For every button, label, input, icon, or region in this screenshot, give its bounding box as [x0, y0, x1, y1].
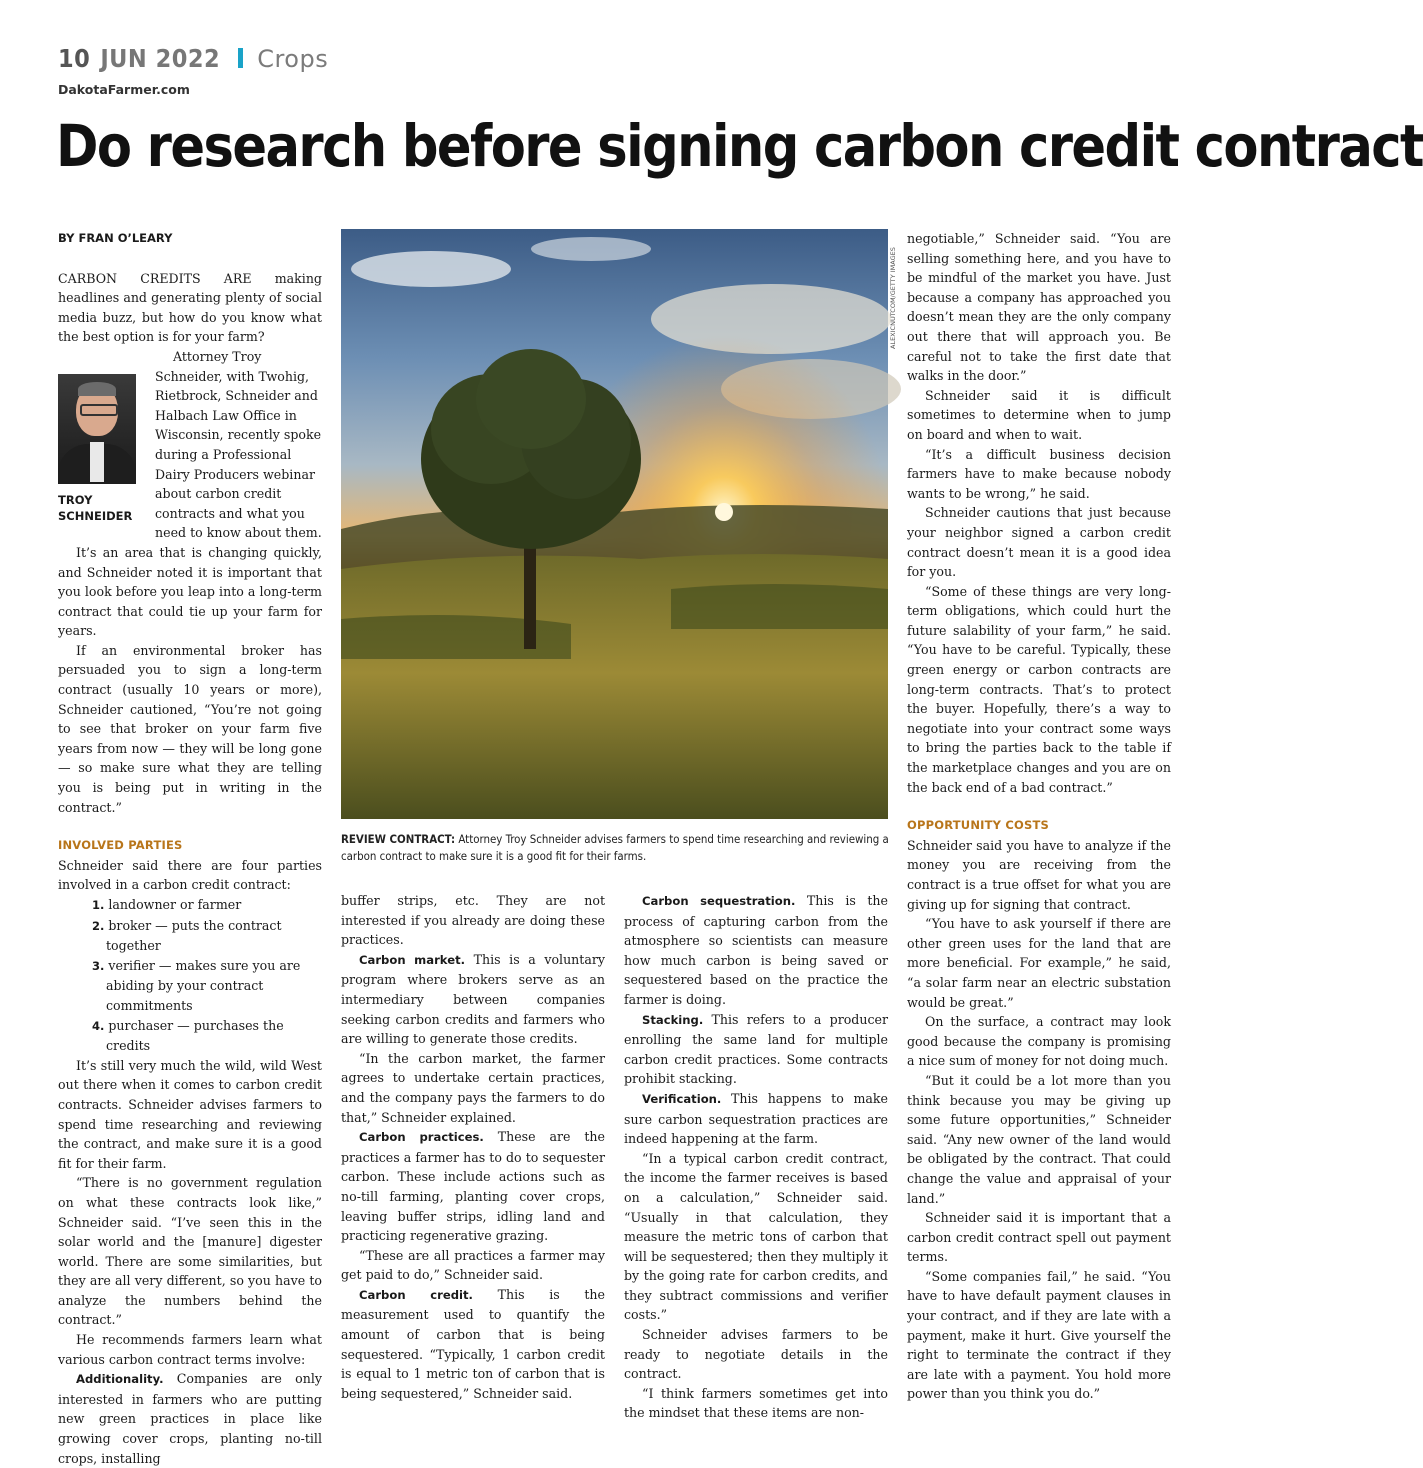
term-label: Verification.	[642, 1091, 722, 1106]
list-item: 1. landowner or farmer	[92, 897, 242, 912]
paragraph: Schneider said it is important that a carbon credit contract spell out payment terms.	[907, 1210, 1171, 1265]
paragraph: If an environmental broker has persuaded you to sign a long-term contract (usually 10 years or more), Schneider cautioned, “You’re not going to see that broker on your farm five years from now — they will be long gone — so make sure what they are telling you is being put in writing in the contract.”	[58, 642, 322, 815]
paragraph: Verification. This happens to make sure carbon sequestration practices are indeed happening at the farm.	[624, 1090, 888, 1147]
list-item: 2. broker — puts the contract together	[92, 917, 282, 954]
paragraph: Carbon sequestration. This is the process of capturing carbon from the atmosphere so scientists can measure how much carbon is being saved or sequestered based on the practice the farmer is doing.	[624, 893, 888, 1007]
paragraph: Carbon practices. These are the practices a farmer has to do to sequester carbon. These include actions such as no-till farming, planting cover crops, leaving buffer strips, idling land and practicing regenerative grazing.	[341, 1129, 605, 1244]
paragraph: “Some companies fail,” he said. “You have to have default payment clauses in your contract, and if they are late with a payment, make it hurt. Give yourself the right to terminate the contract if they are late with a payment. You hold more power than you think you do.”	[907, 1268, 1171, 1402]
paragraph: He recommends farmers learn what various carbon contract terms involve:	[58, 1332, 322, 1367]
paragraph: “In a typical carbon credit contract, the income the farmer receives is based on a calculation,” Schneider said. “Usually in that calculation, they measure the metric tons of carbon that will be sequestered; then they multiply it by the going rate for carbon credits, and they subtract commissions and verifier costs.”	[624, 1150, 888, 1323]
paragraph: On the surface, a contract may look good because the company is promising a nice sum of money for not doing much.	[907, 1014, 1171, 1069]
photo-caption	[341, 831, 891, 865]
paragraph: “But it could be a lot more than you think because you may be giving up some future opportunities,” Schneider said. “Any new owner of the land would be obligated by the contract. That could change the value and appraisal of your land.”	[907, 1072, 1171, 1206]
photo-credit: ALEXICNUTCOM/GETTY IMAGES	[889, 247, 897, 349]
term-label: Carbon market.	[359, 952, 466, 967]
paragraph: Carbon market. This is a voluntary program where brokers serve as an intermediary between companies seeking carbon credits and farmers who are willing to generate those credits.	[341, 951, 605, 1047]
paragraph: negotiable,” Schneider said. “You are selling something here, and you have to be mindful of the market you have. Just because a company has approached you doesn’t mean they are the only company out there that will approach you. Be careful not to take the first date that walks in the door.”	[907, 231, 1171, 384]
section-name: Crops	[257, 45, 329, 73]
column-3	[624, 891, 888, 1423]
paragraph: “It’s a difficult business decision farmers have to make because nobody wants to be wrong,” he said.	[907, 446, 1171, 501]
headshot-block	[58, 374, 150, 524]
paragraph: CARBON CREDITS ARE making headlines and generating plenty of social media buzz, but how do you know what the best option is for your farm?	[58, 270, 322, 345]
paragraph: Schneider said there are four parties involved in a carbon credit contract:	[58, 857, 322, 893]
subhead-opportunity-costs: OPPORTUNITY COSTS	[907, 818, 1050, 833]
term-label: Stacking.	[642, 1012, 704, 1027]
list-item: 3. verifier — makes sure you are abiding by your contract commitments	[92, 957, 301, 1013]
headshot-label: TROY SCHNEIDER	[58, 493, 133, 523]
term-label: Carbon credit.	[359, 1287, 473, 1302]
section-divider	[238, 48, 243, 68]
headshot-photo	[58, 374, 136, 482]
paragraph: It’s still very much the wild, wild West out there when it comes to carbon credit contracts. Schneider advises farmers to spend time researching and reviewing the contract, and make sure it is a good fit for their farm.	[58, 1057, 322, 1171]
paragraph: Stacking. This refers to a producer enrolling the same land for multiple carbon credit practices. Some contracts prohibit stacking.	[624, 1011, 888, 1087]
paragraph: “I think farmers sometimes get into the mindset that these items are non-	[624, 1385, 888, 1421]
paragraph: It’s an area that is changing quickly, and Schneider noted it is important that you look before you leap into a long-term contract that could tie up your farm for years.	[58, 544, 322, 639]
paragraph: Carbon credit. This is the measurement used to quantify the amount of carbon that is being sequestered. “Typically, 1 carbon credit is equal to 1 metric ton of carbon that is being sequestered,” Schneider said.	[341, 1286, 605, 1401]
paragraph: Schneider cautions that just because your neighbor signed a carbon credit contract doesn’t mean it is a good idea for you.	[907, 505, 1171, 580]
column-4	[907, 229, 1171, 1404]
list-item: 4. purchaser — purchases the credits	[92, 1017, 284, 1054]
landscape-photo	[341, 229, 888, 819]
headline: Do research before signing carbon credit contract	[56, 112, 1423, 180]
issue-date: JUN 2022	[100, 44, 221, 73]
landscape-illustration	[341, 229, 888, 819]
subhead-involved-parties: INVOLVED PARTIES	[58, 838, 183, 853]
paragraph: Schneider said it is difficult sometimes to determine when to jump on board and when to wait.	[907, 387, 1171, 442]
paragraph: “In the carbon market, the farmer agrees to undertake certain practices, and the company pays the farmers to do that,” Schneider explained.	[341, 1050, 605, 1125]
paragraph: “You have to ask yourself if there are other green uses for the land that are more beneficial. For example,” he said, “a solar farm near an electric substation would be great.”	[907, 916, 1171, 1010]
paragraph: Additionality. Companies are only interested in farmers who are putting new green practices in place like growing cover crops, planting no-till crops, installing	[58, 1371, 322, 1466]
paragraph: “These are all practices a farmer may get paid to do,” Schneider said.	[341, 1247, 605, 1283]
term-label: Additionality.	[76, 1372, 164, 1387]
caption-lead: REVIEW CONTRACT:	[341, 832, 456, 846]
paragraph: buffer strips, etc. They are not interested if you already are doing these practices.	[341, 893, 605, 948]
byline: BY FRAN O’LEARY	[58, 231, 173, 245]
caption-text: Attorney Troy Schneider advises farmers to spend time researching and reviewing a carbon contract to make sure it is a good fit for their farms.	[341, 832, 889, 863]
term-label: Carbon sequestration.	[642, 894, 796, 908]
page-number: 10	[58, 44, 91, 73]
paragraph: Attorney Troy Schneider, with Twohig, Rietbrock, Schneider and Halbach Law Office in Wisconsin, recently spoke during a Professional Dairy Producers webinar about carbon credit contracts and what you need to know about them.	[155, 348, 322, 541]
column-2	[341, 891, 605, 1403]
paragraph: Schneider advises farmers to be ready to negotiate details in the contract.	[624, 1327, 888, 1382]
website-url[interactable]: DakotaFarmer.com	[58, 82, 190, 97]
folio	[58, 44, 328, 73]
paragraph: “Some of these things are very long-term obligations, which could hurt the future salability of your farm,” he said. “You have to be careful. Typically, these green energy or carbon contracts are long-term contracts. That’s to protect the buyer. Hopefully, there’s a way to negotiate into your contract some ways to bring the parties back to the table if the marketplace changes and you are on the back end of a bad contract.”	[907, 583, 1171, 795]
paragraph: Schneider said you have to analyze if the money you are receiving from the contract is a true offset for what you are giving up for signing that contract.	[907, 837, 1171, 912]
term-label: Carbon practices.	[359, 1130, 484, 1145]
parties-list	[58, 895, 322, 1056]
paragraph: “There is no government regulation on what these contracts look like,” Schneider said. “I’ve seen this in the solar world and the [manure] digester world. There are some similarities, but they are all very different, so you have to analyze the numbers behind the contract.”	[58, 1175, 322, 1328]
